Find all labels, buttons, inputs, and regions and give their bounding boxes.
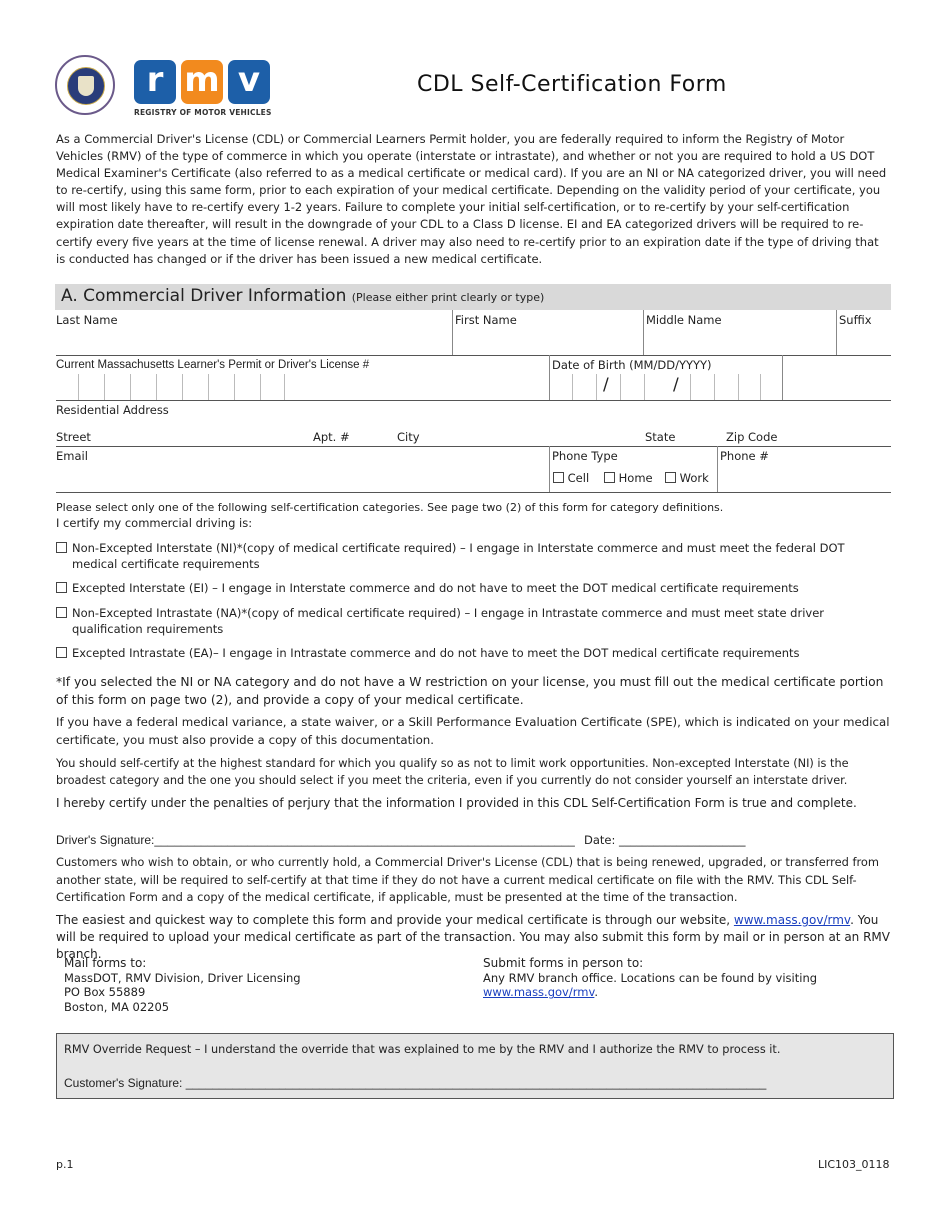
other-state-note: Customers who wish to obtain, or who currently hold, a Commercial Driver's License (CDL) that is being renewed, upgraded, or transferred from another state, will be required to self-certify at that time if they do not have a current medical certificate on file with the RMV. This CDL Self-Certification Form and a copy of the medical certificate, if applicable, must be presented at the time of the transaction. bbox=[56, 855, 879, 904]
section-a-subtitle: (Please either print clearly or type) bbox=[351, 291, 545, 304]
category-option-ei[interactable] bbox=[56, 580, 886, 596]
mail-heading: Mail forms to: bbox=[64, 956, 147, 970]
category-option-ea[interactable] bbox=[56, 645, 886, 661]
ei-checkbox[interactable] bbox=[56, 582, 67, 593]
driver-signature-row[interactable] bbox=[56, 833, 575, 847]
phone-type-label: Phone Type bbox=[552, 449, 618, 463]
category-option-na[interactable] bbox=[56, 605, 886, 637]
phone-number-field[interactable] bbox=[720, 464, 890, 490]
suffix-field[interactable] bbox=[839, 328, 889, 354]
page-number: p.1 bbox=[56, 1158, 74, 1171]
last-name-label: Last Name bbox=[56, 313, 118, 327]
massachusetts-seal-icon bbox=[55, 55, 115, 115]
date-label: Date: bbox=[584, 833, 616, 847]
in-person-link[interactable]: www.mass.gov/rmv bbox=[483, 985, 595, 1000]
customer-signature-row[interactable] bbox=[64, 1076, 766, 1090]
asterisk-note: *If you selected the NI or NA category and do not have a W restriction on your license, you must fill out the medical certificate portion of this form on page two (2), and provide a copy of your medical certificate. bbox=[56, 675, 884, 707]
dob-field[interactable] bbox=[552, 374, 782, 400]
work-checkbox[interactable] bbox=[665, 472, 676, 483]
form-id: LIC103_0118 bbox=[818, 1158, 890, 1171]
ni-checkbox[interactable] bbox=[56, 542, 67, 553]
variance-note: If you have a federal medical variance, a state waiver, or a Skill Performance Evaluation Certificate (SPE), which is indicated on your medical certificate, you must also provide a copy of this documentation. bbox=[56, 715, 890, 747]
home-label: Home bbox=[618, 471, 653, 485]
driver-signature-label: Driver's Signature: bbox=[56, 833, 155, 847]
category-option-ni[interactable] bbox=[56, 540, 886, 572]
website-note bbox=[56, 912, 892, 963]
middle-name-label: Middle Name bbox=[646, 313, 722, 327]
cell-label: Cell bbox=[567, 471, 590, 485]
email-label: Email bbox=[56, 449, 88, 463]
category-instruction: Please select only one of the following self-certification categories. See page two (2) of this form for category definitions. bbox=[56, 501, 724, 514]
rmv-logo-letter-m: m bbox=[181, 60, 223, 104]
ni-label: Non-Excepted Interstate (NI)*(copy of medical certificate required) – I engage in Interstate commerce and must meet the federal DOT medical certificate requirements bbox=[72, 541, 845, 571]
license-number-label: Current Massachusetts Learner's Permit or Driver's License # bbox=[56, 359, 370, 371]
customer-signature-line[interactable]: _______________________________________________________________________________________ bbox=[185, 1076, 767, 1090]
dob-label: Date of Birth (MM/DD/YYYY) bbox=[552, 358, 712, 372]
last-name-field[interactable] bbox=[56, 328, 451, 354]
cell-checkbox[interactable] bbox=[553, 472, 564, 483]
page-title: CDL Self-Certification Form bbox=[417, 72, 727, 97]
customer-signature-label: Customer's Signature: bbox=[64, 1076, 183, 1090]
perjury-statement: I hereby certify under the penalties of perjury that the information I provided in this CDL Self-Certification Form is true and complete. bbox=[56, 796, 857, 810]
license-number-field[interactable] bbox=[56, 374, 284, 400]
na-checkbox[interactable] bbox=[56, 607, 67, 618]
date-line[interactable]: ______________________ bbox=[619, 833, 746, 847]
override-text: RMV Override Request – I understand the override that was explained to me by the RMV and I authorize the RMV to process it. bbox=[64, 1043, 781, 1056]
phone-type-cell[interactable] bbox=[553, 471, 589, 485]
email-field[interactable] bbox=[56, 464, 546, 490]
ea-checkbox[interactable] bbox=[56, 647, 67, 658]
home-checkbox[interactable] bbox=[604, 472, 615, 483]
city-label: City bbox=[397, 430, 420, 444]
na-label: Non-Excepted Intrastate (NA)*(copy of medical certificate required) – I engage in Intrastate commerce and must meet state driver qualification requirements bbox=[72, 606, 825, 636]
dob-separator-2: / bbox=[673, 375, 679, 395]
mail-address bbox=[64, 971, 301, 1014]
section-a-header bbox=[55, 284, 891, 310]
mail-line-3: Boston, MA 02205 bbox=[64, 999, 170, 1014]
apt-label: Apt. # bbox=[313, 430, 350, 444]
dob-separator-1: / bbox=[603, 375, 609, 395]
state-label: State bbox=[645, 430, 676, 444]
override-box bbox=[56, 1033, 894, 1099]
website-note-post: . You will be required to upload your medical certificate as part of the transaction. You may also submit this form by mail or in person at an RMV branch. bbox=[56, 913, 890, 961]
phone-number-label: Phone # bbox=[720, 449, 769, 463]
in-person-heading: Submit forms in person to: bbox=[483, 956, 644, 970]
driver-signature-line[interactable]: _______________________________________________________________ bbox=[154, 833, 575, 847]
zip-label: Zip Code bbox=[726, 430, 778, 444]
residential-address-field[interactable] bbox=[56, 418, 891, 430]
in-person-info bbox=[483, 971, 817, 1000]
date-row[interactable] bbox=[584, 833, 746, 847]
rmv-logo-letter-r: r bbox=[134, 60, 176, 104]
rmv-logo-subtitle: REGISTRY OF MOTOR VEHICLES bbox=[134, 108, 272, 117]
website-link[interactable]: www.mass.gov/rmv bbox=[733, 913, 851, 927]
middle-name-field[interactable] bbox=[646, 328, 834, 354]
first-name-field[interactable] bbox=[455, 328, 641, 354]
website-note-pre: The easiest and quickest way to complete this form and provide your medical certificate is through our website, bbox=[56, 913, 734, 927]
mail-line-1: MassDOT, RMV Division, Driver Licensing bbox=[64, 971, 301, 985]
first-name-label: First Name bbox=[455, 313, 517, 327]
ei-label: Excepted Interstate (EI) – I engage in Interstate commerce and do not have to meet the DOT medical certificate requirements bbox=[72, 581, 799, 595]
mail-line-2: PO Box 55889 bbox=[64, 985, 146, 1000]
rmv-logo-letter-v: v bbox=[228, 60, 270, 104]
suffix-label: Suffix bbox=[839, 313, 872, 327]
certify-label: I certify my commercial driving is: bbox=[56, 516, 253, 530]
ea-label: Excepted Intrastate (EA)– I engage in Intrastate commerce and do not have to meet the DOT medical certificate requirements bbox=[72, 646, 800, 660]
intro-paragraph: As a Commercial Driver's License (CDL) or Commercial Learners Permit holder, you are federally required to inform the Registry of Motor Vehicles (RMV) of the type of commerce in which you operate (interstate or intrastate), and whether or not you are required to hold a US DOT Medical Examiner's Certificate (also referred to as a medical certificate or medical card). If you are an NI or NA categorized driver, you will need to re-certify, using this same form, prior to each expiration of your medical certificate. Depending on the validity period of your certificate, you will most likely have to re-certify every 1-2 years. Failure to complete your initial self-certification, or to re-certify by your self-certification expiration date thereafter, will result in the downgrade of your CDL to a Class D license. EI and EA categorized drivers will be required to re-certify every five years at the time of license renewal. A driver may also need to re-certify prior to an expiration date if the type of driving that is conducted has changed or if the driver has been issued a new medical certificate. bbox=[56, 132, 887, 266]
work-label: Work bbox=[679, 471, 709, 485]
phone-type-home[interactable] bbox=[604, 471, 653, 485]
residential-address-label: Residential Address bbox=[56, 403, 169, 417]
street-label: Street bbox=[56, 430, 91, 444]
highest-standard-note: You should self-certify at the highest standard for which you qualify so as not to limit work opportunities. Non-excepted Interstate (NI) is the broadest category and the one you should select if you meet the criteria, even if you currently do not consider yourself an interstate driver. bbox=[56, 757, 849, 787]
in-person-line-1: Any RMV branch office. Locations can be found by visiting bbox=[483, 971, 818, 985]
phone-type-work[interactable] bbox=[665, 471, 709, 485]
section-a-title: A. Commercial Driver Information bbox=[61, 286, 347, 306]
in-person-link-suffix: . bbox=[594, 985, 599, 1000]
